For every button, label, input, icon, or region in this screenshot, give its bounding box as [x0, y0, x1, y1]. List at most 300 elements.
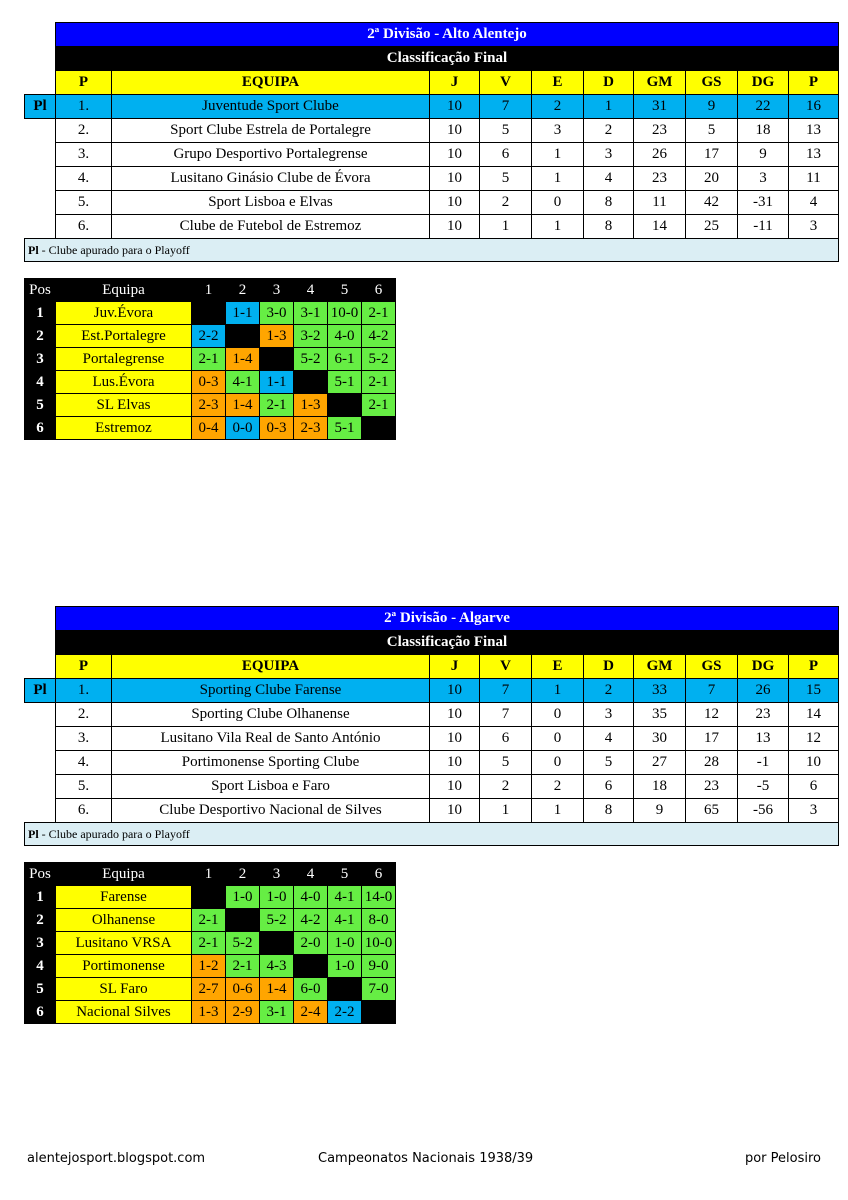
table-corner [25, 23, 56, 47]
matrix-header: 6 [362, 863, 396, 886]
table-corner [25, 655, 56, 679]
score-cell: 5-2 [294, 348, 328, 371]
wins-cell: 7 [480, 679, 532, 703]
footer-author: por Pelosiro [744, 1151, 821, 1166]
score-cell: 2-1 [362, 371, 396, 394]
playoff-marker [25, 119, 56, 143]
matrix-row [25, 886, 396, 909]
losses-cell: 4 [584, 727, 634, 751]
position-cell: 5. [56, 191, 112, 215]
matrix-pos: 6 [25, 1001, 56, 1024]
position-cell: 6. [56, 215, 112, 239]
draws-cell: 0 [532, 191, 584, 215]
score-cell: 1-0 [328, 932, 362, 955]
matrix-team: Farense [56, 886, 192, 909]
matrix-pos: 4 [25, 955, 56, 978]
goals-for-cell: 27 [634, 751, 686, 775]
losses-cell: 8 [584, 191, 634, 215]
score-cell: 1-3 [294, 394, 328, 417]
results-matrix-algarve [24, 862, 396, 1024]
playoff-marker [25, 703, 56, 727]
score-cell: 2-1 [226, 955, 260, 978]
score-cell: 2-1 [192, 348, 226, 371]
score-cell: 5-2 [260, 909, 294, 932]
wins-cell: 2 [480, 775, 532, 799]
goal-diff-cell: -1 [738, 751, 789, 775]
score-cell: 2-2 [328, 1001, 362, 1024]
score-cell [192, 886, 226, 909]
standings-table-alto-alentejo [24, 22, 839, 262]
wins-cell: 7 [480, 95, 532, 119]
played-cell: 10 [430, 727, 480, 751]
points-cell: 3 [789, 799, 839, 823]
column-header: EQUIPA [112, 71, 430, 95]
goal-diff-cell: 13 [738, 727, 789, 751]
matrix-pos: 6 [25, 417, 56, 440]
wins-cell: 6 [480, 727, 532, 751]
team-name-cell: Sporting Clube Farense [112, 679, 430, 703]
matrix-row [25, 955, 396, 978]
matrix-header: 3 [260, 279, 294, 302]
table-row [25, 751, 839, 775]
position-cell: 3. [56, 143, 112, 167]
score-cell: 4-2 [362, 325, 396, 348]
losses-cell: 5 [584, 751, 634, 775]
played-cell: 10 [430, 215, 480, 239]
column-header: GM [634, 71, 686, 95]
score-cell [226, 909, 260, 932]
goals-against-cell: 9 [686, 95, 738, 119]
column-header: E [532, 655, 584, 679]
losses-cell: 2 [584, 119, 634, 143]
matrix-team: Portalegrense [56, 348, 192, 371]
score-cell [260, 348, 294, 371]
column-header: P [56, 71, 112, 95]
column-header: J [430, 655, 480, 679]
draws-cell: 1 [532, 799, 584, 823]
standings-table-algarve [24, 606, 839, 846]
score-cell: 7-0 [362, 978, 396, 1001]
goals-against-cell: 5 [686, 119, 738, 143]
column-header: E [532, 71, 584, 95]
section-title: 2ª Divisão - Algarve [56, 607, 839, 631]
playoff-marker [25, 799, 56, 823]
position-cell: 1. [56, 679, 112, 703]
team-name-cell: Lusitano Vila Real de Santo António [112, 727, 430, 751]
score-cell [362, 417, 396, 440]
goals-for-cell: 31 [634, 95, 686, 119]
goals-against-cell: 20 [686, 167, 738, 191]
score-cell: 2-1 [362, 302, 396, 325]
score-cell: 1-0 [328, 955, 362, 978]
table-row [25, 727, 839, 751]
goals-against-cell: 12 [686, 703, 738, 727]
position-cell: 6. [56, 799, 112, 823]
team-name-cell: Grupo Desportivo Portalegrense [112, 143, 430, 167]
table-row [25, 143, 839, 167]
matrix-team: Lus.Évora [56, 371, 192, 394]
team-name-cell: Lusitano Ginásio Clube de Évora [112, 167, 430, 191]
wins-cell: 2 [480, 191, 532, 215]
goal-diff-cell: 22 [738, 95, 789, 119]
matrix-team: Estremoz [56, 417, 192, 440]
score-cell: 3-0 [260, 302, 294, 325]
score-cell: 9-0 [362, 955, 396, 978]
score-cell: 0-4 [192, 417, 226, 440]
score-cell: 3-1 [294, 302, 328, 325]
table-corner [25, 47, 56, 71]
losses-cell: 6 [584, 775, 634, 799]
matrix-team: Portimonense [56, 955, 192, 978]
score-cell: 4-0 [328, 325, 362, 348]
wins-cell: 5 [480, 167, 532, 191]
played-cell: 10 [430, 775, 480, 799]
draws-cell: 1 [532, 143, 584, 167]
goals-against-cell: 42 [686, 191, 738, 215]
score-cell: 10-0 [362, 932, 396, 955]
matrix-header: 2 [226, 863, 260, 886]
score-cell: 5-2 [362, 348, 396, 371]
score-cell: 1-4 [226, 348, 260, 371]
played-cell: 10 [430, 679, 480, 703]
score-cell: 10-0 [328, 302, 362, 325]
position-cell: 4. [56, 167, 112, 191]
matrix-pos: 5 [25, 394, 56, 417]
played-cell: 10 [430, 191, 480, 215]
goals-for-cell: 14 [634, 215, 686, 239]
goals-for-cell: 26 [634, 143, 686, 167]
losses-cell: 3 [584, 143, 634, 167]
draws-cell: 0 [532, 727, 584, 751]
points-cell: 14 [789, 703, 839, 727]
table-corner [25, 607, 56, 631]
table-row [25, 775, 839, 799]
matrix-header: 1 [192, 279, 226, 302]
points-cell: 16 [789, 95, 839, 119]
position-cell: 4. [56, 751, 112, 775]
losses-cell: 1 [584, 95, 634, 119]
score-cell: 2-3 [294, 417, 328, 440]
table-corner [25, 71, 56, 95]
score-cell: 0-3 [192, 371, 226, 394]
section-title: 2ª Divisão - Alto Alentejo [56, 23, 839, 47]
goals-for-cell: 23 [634, 167, 686, 191]
draws-cell: 2 [532, 95, 584, 119]
playoff-legend [25, 239, 839, 262]
team-name-cell: Juventude Sport Clube [112, 95, 430, 119]
played-cell: 10 [430, 95, 480, 119]
goal-diff-cell: 23 [738, 703, 789, 727]
score-cell: 2-7 [192, 978, 226, 1001]
losses-cell: 4 [584, 167, 634, 191]
team-name-cell: Sport Lisboa e Elvas [112, 191, 430, 215]
goal-diff-cell: 26 [738, 679, 789, 703]
playoff-marker [25, 191, 56, 215]
losses-cell: 3 [584, 703, 634, 727]
points-cell: 13 [789, 143, 839, 167]
score-cell [328, 394, 362, 417]
position-cell: 2. [56, 703, 112, 727]
playoff-marker: Pl [25, 679, 56, 703]
score-cell: 1-4 [260, 978, 294, 1001]
column-header: DG [738, 71, 789, 95]
wins-cell: 6 [480, 143, 532, 167]
position-cell: 1. [56, 95, 112, 119]
points-cell: 11 [789, 167, 839, 191]
score-cell: 2-2 [192, 325, 226, 348]
column-header: GM [634, 655, 686, 679]
points-cell: 10 [789, 751, 839, 775]
playoff-marker [25, 167, 56, 191]
column-header: J [430, 71, 480, 95]
points-cell: 4 [789, 191, 839, 215]
score-cell: 2-1 [260, 394, 294, 417]
team-name-cell: Clube Desportivo Nacional de Silves [112, 799, 430, 823]
score-cell: 2-9 [226, 1001, 260, 1024]
played-cell: 10 [430, 751, 480, 775]
matrix-row [25, 909, 396, 932]
playoff-marker [25, 775, 56, 799]
team-name-cell: Sport Lisboa e Faro [112, 775, 430, 799]
score-cell: 5-2 [226, 932, 260, 955]
goals-for-cell: 33 [634, 679, 686, 703]
table-row [25, 119, 839, 143]
losses-cell: 8 [584, 215, 634, 239]
goals-against-cell: 17 [686, 143, 738, 167]
column-header: D [584, 655, 634, 679]
footer-site: alentejosport.blogspot.com [27, 1151, 206, 1166]
goal-diff-cell: -31 [738, 191, 789, 215]
score-cell: 2-3 [192, 394, 226, 417]
column-header: P [56, 655, 112, 679]
table-row [25, 799, 839, 823]
goal-diff-cell: 18 [738, 119, 789, 143]
goals-against-cell: 7 [686, 679, 738, 703]
draws-cell: 2 [532, 775, 584, 799]
matrix-header: 5 [328, 279, 362, 302]
column-header: P [789, 655, 839, 679]
matrix-pos: 1 [25, 302, 56, 325]
matrix-row [25, 978, 396, 1001]
points-cell: 15 [789, 679, 839, 703]
matrix-header: Pos [25, 863, 56, 886]
played-cell: 10 [430, 167, 480, 191]
score-cell: 1-3 [260, 325, 294, 348]
position-cell: 5. [56, 775, 112, 799]
matrix-pos: 5 [25, 978, 56, 1001]
playoff-marker [25, 727, 56, 751]
goal-diff-cell: -5 [738, 775, 789, 799]
losses-cell: 8 [584, 799, 634, 823]
played-cell: 10 [430, 799, 480, 823]
legend-key: Pl [28, 242, 39, 257]
column-header: V [480, 655, 532, 679]
draws-cell: 0 [532, 703, 584, 727]
matrix-row [25, 371, 396, 394]
score-cell [328, 978, 362, 1001]
results-matrix-alto-alentejo [24, 278, 396, 440]
goal-diff-cell: -56 [738, 799, 789, 823]
goals-against-cell: 23 [686, 775, 738, 799]
matrix-pos: 4 [25, 371, 56, 394]
score-cell: 4-1 [226, 371, 260, 394]
column-header: GS [686, 71, 738, 95]
goals-for-cell: 23 [634, 119, 686, 143]
team-name-cell: Sporting Clube Olhanense [112, 703, 430, 727]
matrix-header: 2 [226, 279, 260, 302]
score-cell: 2-0 [294, 932, 328, 955]
losses-cell: 2 [584, 679, 634, 703]
table-row [25, 95, 839, 119]
draws-cell: 1 [532, 679, 584, 703]
score-cell [294, 371, 328, 394]
table-row [25, 191, 839, 215]
score-cell: 5-1 [328, 417, 362, 440]
score-cell: 4-2 [294, 909, 328, 932]
table-row [25, 679, 839, 703]
goals-for-cell: 35 [634, 703, 686, 727]
legend-key: Pl [28, 826, 39, 841]
matrix-team: Lusitano VRSA [56, 932, 192, 955]
score-cell: 14-0 [362, 886, 396, 909]
score-cell: 1-0 [226, 886, 260, 909]
matrix-header: Pos [25, 279, 56, 302]
matrix-pos: 3 [25, 348, 56, 371]
points-cell: 6 [789, 775, 839, 799]
matrix-team: SL Elvas [56, 394, 192, 417]
score-cell: 1-1 [260, 371, 294, 394]
matrix-pos: 2 [25, 909, 56, 932]
matrix-row [25, 348, 396, 371]
goals-against-cell: 28 [686, 751, 738, 775]
team-name-cell: Sport Clube Estrela de Portalegre [112, 119, 430, 143]
section-subtitle: Classificação Final [56, 47, 839, 71]
matrix-header: 4 [294, 863, 328, 886]
score-cell: 8-0 [362, 909, 396, 932]
matrix-row [25, 932, 396, 955]
score-cell: 3-1 [260, 1001, 294, 1024]
matrix-team: Juv.Évora [56, 302, 192, 325]
matrix-row [25, 302, 396, 325]
points-cell: 13 [789, 119, 839, 143]
score-cell: 1-3 [192, 1001, 226, 1024]
draws-cell: 1 [532, 215, 584, 239]
goals-for-cell: 11 [634, 191, 686, 215]
score-cell: 2-1 [362, 394, 396, 417]
score-cell: 1-4 [226, 394, 260, 417]
matrix-header: 4 [294, 279, 328, 302]
score-cell: 5-1 [328, 371, 362, 394]
points-cell: 12 [789, 727, 839, 751]
matrix-header: 3 [260, 863, 294, 886]
team-name-cell: Portimonense Sporting Clube [112, 751, 430, 775]
position-cell: 3. [56, 727, 112, 751]
draws-cell: 3 [532, 119, 584, 143]
score-cell: 1-1 [226, 302, 260, 325]
played-cell: 10 [430, 703, 480, 727]
column-header: EQUIPA [112, 655, 430, 679]
matrix-pos: 1 [25, 886, 56, 909]
score-cell: 4-0 [294, 886, 328, 909]
matrix-team: Olhanense [56, 909, 192, 932]
matrix-header: 5 [328, 863, 362, 886]
score-cell [294, 955, 328, 978]
legend-text: - Clube apurado para o Playoff [38, 242, 190, 257]
table-corner [25, 631, 56, 655]
column-header: D [584, 71, 634, 95]
table-row [25, 215, 839, 239]
score-cell [362, 1001, 396, 1024]
played-cell: 10 [430, 119, 480, 143]
matrix-pos: 2 [25, 325, 56, 348]
matrix-header: Equipa [56, 863, 192, 886]
matrix-pos: 3 [25, 932, 56, 955]
score-cell: 4-3 [260, 955, 294, 978]
matrix-team: SL Faro [56, 978, 192, 1001]
score-cell: 4-1 [328, 886, 362, 909]
score-cell [226, 325, 260, 348]
wins-cell: 1 [480, 215, 532, 239]
score-cell: 1-0 [260, 886, 294, 909]
table-row [25, 703, 839, 727]
playoff-marker [25, 215, 56, 239]
score-cell: 0-6 [226, 978, 260, 1001]
score-cell: 1-2 [192, 955, 226, 978]
score-cell: 0-0 [226, 417, 260, 440]
draws-cell: 1 [532, 167, 584, 191]
section-subtitle: Classificação Final [56, 631, 839, 655]
column-header: V [480, 71, 532, 95]
position-cell: 2. [56, 119, 112, 143]
matrix-team: Nacional Silves [56, 1001, 192, 1024]
playoff-marker [25, 751, 56, 775]
playoff-marker: Pl [25, 95, 56, 119]
score-cell: 2-1 [192, 932, 226, 955]
score-cell [260, 932, 294, 955]
matrix-row [25, 394, 396, 417]
matrix-row [25, 417, 396, 440]
score-cell: 4-1 [328, 909, 362, 932]
goal-diff-cell: 3 [738, 167, 789, 191]
played-cell: 10 [430, 143, 480, 167]
points-cell: 3 [789, 215, 839, 239]
matrix-header: 6 [362, 279, 396, 302]
goal-diff-cell: 9 [738, 143, 789, 167]
goals-against-cell: 65 [686, 799, 738, 823]
goal-diff-cell: -11 [738, 215, 789, 239]
matrix-header: 1 [192, 863, 226, 886]
draws-cell: 0 [532, 751, 584, 775]
goals-against-cell: 17 [686, 727, 738, 751]
matrix-team: Est.Portalegre [56, 325, 192, 348]
matrix-row [25, 1001, 396, 1024]
goals-for-cell: 30 [634, 727, 686, 751]
score-cell: 6-1 [328, 348, 362, 371]
matrix-row [25, 325, 396, 348]
wins-cell: 1 [480, 799, 532, 823]
team-name-cell: Clube de Futebol de Estremoz [112, 215, 430, 239]
score-cell: 6-0 [294, 978, 328, 1001]
goals-for-cell: 9 [634, 799, 686, 823]
goals-for-cell: 18 [634, 775, 686, 799]
footer-title: Campeonatos Nacionais 1938/39 [318, 1151, 534, 1166]
wins-cell: 5 [480, 119, 532, 143]
playoff-legend [25, 823, 839, 846]
column-header: P [789, 71, 839, 95]
table-row [25, 167, 839, 191]
column-header: GS [686, 655, 738, 679]
wins-cell: 7 [480, 703, 532, 727]
